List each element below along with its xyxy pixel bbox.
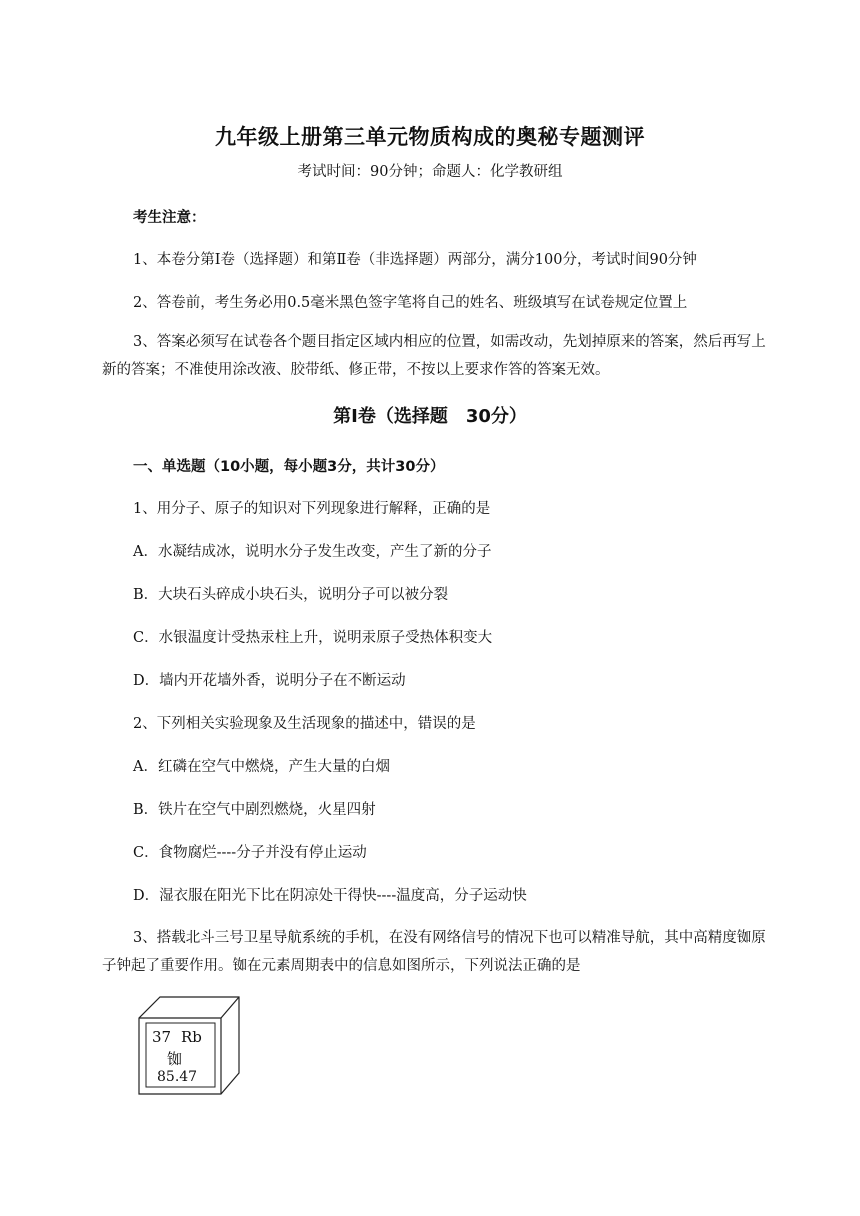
part-title: 一、单选题（10小题，每小题3分，共计30分）: [133, 459, 445, 475]
section-title: 第I卷（选择题 30分）: [333, 406, 527, 427]
question-stem: 1、用分子、原子的知识对下列现象进行解释，正确的是: [133, 501, 491, 517]
document-subtitle: 考试时间：90分钟；命题人：化学教研组: [297, 164, 563, 180]
option-c: C．食物腐烂----分子并没有停止运动: [133, 845, 367, 861]
option-a: A．水凝结成冰，说明水分子发生改变，产生了新的分子: [133, 544, 492, 560]
question-stem: 3、搭载北斗三号卫星导航系统的手机，在没有网络信号的情况下也可以精准导航，其中高精度铷原子钟起了重要作用。铷在元素周期表中的信息如图所示，下列说法正确的是: [102, 930, 766, 974]
option-d: D．墙内开花墙外香，说明分子在不断运动: [133, 673, 406, 689]
element-atomic-number: 37: [152, 1028, 172, 1046]
element-symbol: Rb: [181, 1028, 202, 1046]
option-b: B．铁片在空气中剧烈燃烧，火星四射: [133, 802, 376, 818]
notice-item: 1、本卷分第I卷（选择题）和第Ⅱ卷（非选择题）两部分，满分100分，考试时间90分钟: [133, 252, 697, 268]
option-c: C．水银温度计受热汞柱上升，说明汞原子受热体积变大: [133, 630, 493, 646]
option-d: D．湿衣服在阳光下比在阴凉处干得快----温度高，分子运动快: [133, 888, 527, 904]
notice-item: 3、答案必须写在试卷各个题目指定区域内相应的位置，如需改动，先划掉原来的答案，然后再写上新的答案；不准使用涂改液、胶带纸、修正带，不按以上要求作答的答案无效。: [102, 334, 766, 378]
notice-item: 2、答卷前，考生务必用0.5毫米黑色签字笔将自己的姓名、班级填写在试卷规定位置上: [133, 295, 688, 311]
question-stem: 2、下列相关实验现象及生活现象的描述中，错误的是: [133, 716, 476, 732]
element-name: 铷: [167, 1050, 183, 1068]
notice-heading: 考生注意：: [133, 210, 206, 226]
option-a: A．红磷在空气中燃烧，产生大量的白烟: [133, 759, 390, 775]
element-atomic-mass: 85.47: [157, 1069, 198, 1085]
document-title: 九年级上册第三单元物质构成的奥秘专题测评: [215, 125, 645, 149]
option-b: B．大块石头碎成小块石头，说明分子可以被分裂: [133, 587, 449, 603]
